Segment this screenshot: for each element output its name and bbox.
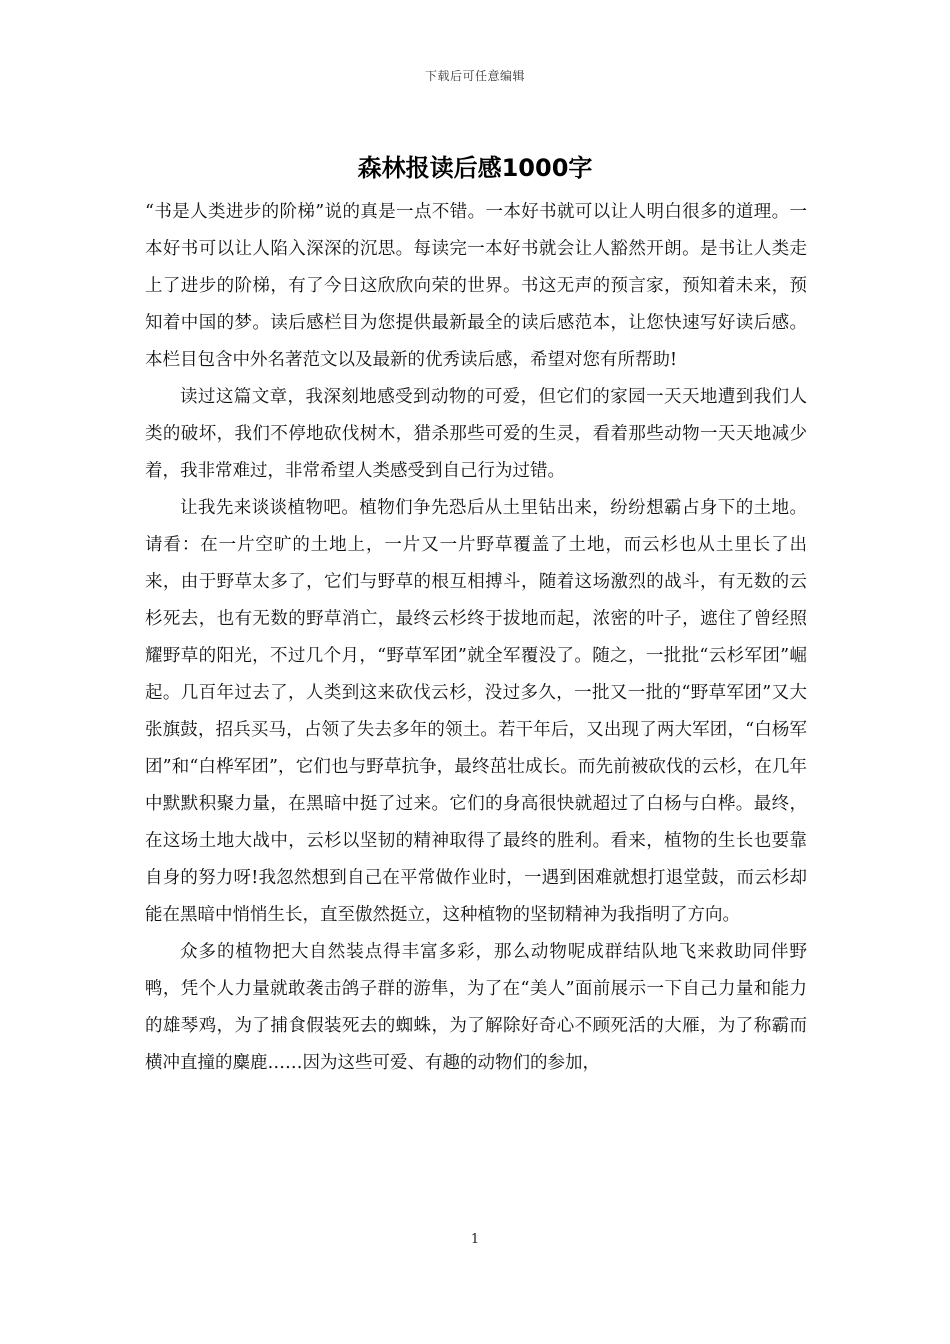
header-note: 下载后可任意编辑 [424,69,525,83]
document-title: 森林报读后感1000字 [357,154,593,182]
document-body [145,194,807,1082]
page-number: 1 [470,1232,480,1247]
paragraph-impression: 读过这篇文章，我深刻地感受到动物的可爱，但它们的家园一天天地遭到我们人类的破坏，我们不停地砍伐树木，猎杀那些可爱的生灵，看着那些动物一天天地减少着，我非常难过，非常希望人类感受到自己行为过错。 [145,387,807,481]
paragraph-animals: 众多的植物把大自然装点得丰富多彩，那么动物呢成群结队地飞来救助同伴野鸭，凭个人力量就敢袭击鸽子群的游隼，为了在“美人”面前展示一下自己力量和能力的雄琴鸡，为了捕食假装死去的蜘蛛，为了解除好奇心不顾死活的大雁，为了称霸而横冲直撞的麋鹿……因为这些可爱、有趣的动物们的参加， [145,942,807,1073]
paragraph-plants: 让我先来谈谈植物吧。植物们争先恐后从土里钻出来，纷纷想霸占身下的土地。请看：在一片空旷的土地上，一片又一片野草覆盖了土地，而云杉也从土里长了出来，由于野草太多了，它们与野草的根互相搏斗，随着这场激烈的战斗，有无数的云杉死去，也有无数的野草消亡，最终云杉终于拔地而起，浓密的叶子，遮住了曾经照耀野草的阳光，不过几个月，“野草军团”就全军覆没了。随之，一批批“云杉军团”崛起。几百年过去了，人类到这来砍伐云杉，没过多久，一批又一批的“野草军团”又大张旗鼓，招兵买马，占领了失去多年的领土。若干年后，又出现了两大军团，“白杨军团”和“白桦军团”，它们也与野草抗争，最终茁壮成长。而先前被砍伐的云杉，在几年中默默积聚力量，在黑暗中挺了过来。它们的身高很快就超过了白杨与白桦。最终，在这场土地大战中，云杉以坚韧的精神取得了最终的胜利。看来，植物的生长也要靠自身的努力呀!我忽然想到自己在平常做作业时，一遇到困难就想打退堂鼓，而云杉却能在黑暗中悄悄生长，直至傲然挺立，这种植物的坚韧精神为我指明了方向。 [145,498,807,925]
paragraph-intro: “书是人类进步的阶梯”说的真是一点不错。一本好书就可以让人明白很多的道理。一本好书可以让人陷入深深的沉思。每读完一本好书就会让人豁然开朗。是书让人类走上了进步的阶梯，有了今日这欣欣向荣的世界。书这无声的预言家，预知着未来，预知着中国的梦。读后感栏目为您提供最新最全的读后感范本，让您快速写好读后感。本栏目包含中外名著范文以及最新的优秀读后感，希望对您有所帮助! [145,202,807,370]
